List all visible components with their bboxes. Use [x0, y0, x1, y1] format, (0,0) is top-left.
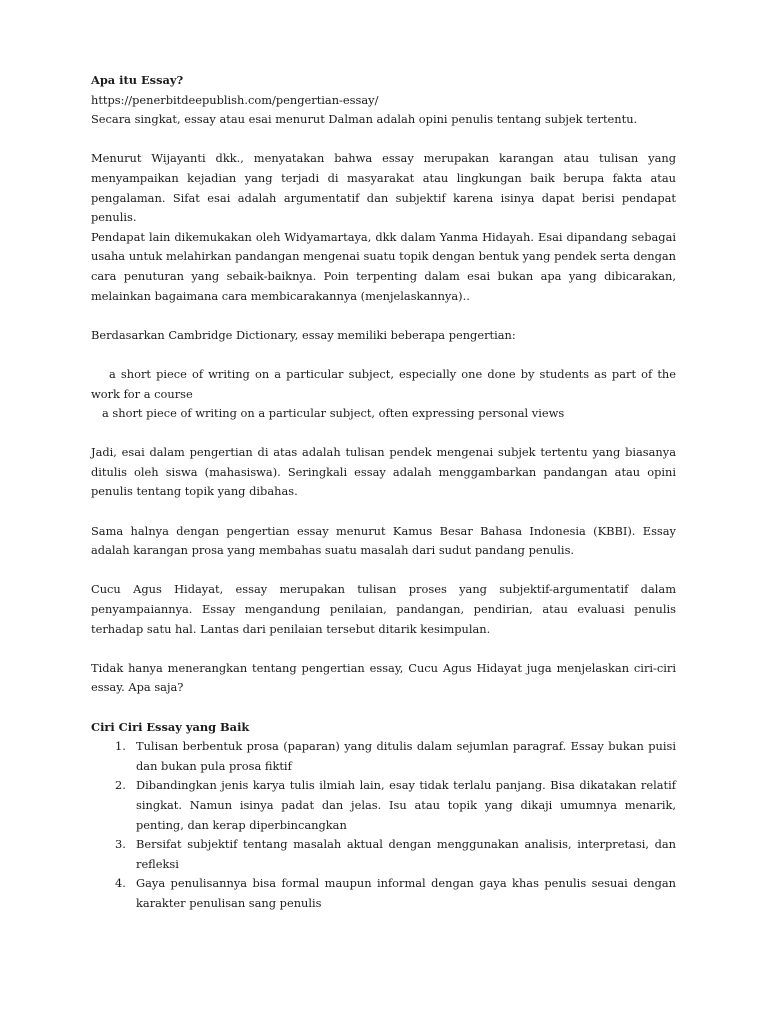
wijayanti-paragraph: Menurut Wijayanti dkk., menyatakan bahwa essay merupakan karangan atau tulisan yang menyampaikan kejadian yang terjadi di masyarakat atau lingkungan baik berupa fakta atau pengalaman. Sifat esai adalah argumentatif dan subjektif karena isinya dapat berisi pendapat penulis. [91, 151, 676, 225]
criteria-text: Dibandingkan jenis karya tulis ilmiah lain, esay tidak terlalu panjang. Bisa dikatakan relatif singkat. Namun isinya padat dan jelas. Isu atau topik yang dikaji umumnya menarik, penting, dan kerap diperbincangkan [136, 778, 676, 832]
criteria-item [91, 835, 676, 874]
criteria-number: 4. [115, 876, 126, 891]
blank-line [91, 424, 676, 444]
criteria-item [91, 737, 676, 776]
document-page [91, 71, 676, 914]
criteria-text: Gaya penulisannya bisa formal maupun informal dengan gaya khas penulis sesuai dengan karakter penulisan sang penulis [136, 876, 676, 910]
blank-line [91, 502, 676, 522]
cucu-paragraph: Cucu Agus Hidayat, essay merupakan tulisan proses yang subjektif-argumentatif dalam penyampaiannya. Essay mengandung penilaian, pandangan, pendirian, atau evaluasi penulis terhadap satu hal. Lantas dari penilaian tersebut ditarik kesimpulan. [91, 582, 676, 636]
intro-paragraph: Secara singkat, essay atau esai menurut Dalman adalah opini penulis tentang subjek tertentu. [91, 112, 638, 127]
cambridge-intro: Berdasarkan Cambridge Dictionary, essay memiliki beberapa pengertian: [91, 327, 516, 342]
blank-line [91, 698, 676, 718]
criteria-item [91, 776, 676, 835]
criteria-number: 3. [115, 837, 126, 852]
blank-line [91, 561, 676, 581]
kbbi-paragraph: Sama halnya dengan pengertian essay menurut Kamus Besar Bahasa Indonesia (KBBI). Essay adalah karangan prosa yang membahas suatu masalah dari sudut pandang penulis. [91, 523, 676, 558]
criteria-number: 1. [115, 739, 126, 754]
widyamartaya-paragraph: Pendapat lain dikemukakan oleh Widyamartaya, dkk dalam Yanma Hidayah. Esai dipandang sebagai usaha untuk melahirkan pandangan mengenai suatu topik dengan bentuk yang pendek serta dengan cara penuturan yang sebaik-baiknya. Poin terpenting dalam esai bukan apa yang dibicarakan, melainkan bagaimana cara membicarakannya (menjelaskannya).. [91, 229, 676, 303]
blank-line [91, 345, 676, 365]
blank-line [91, 130, 676, 150]
criteria-heading: Ciri Ciri Essay yang Baik [91, 719, 250, 734]
criteria-text: Tulisan berbentuk prosa (paparan) yang ditulis dalam sejumlan paragraf. Essay bukan puisi dan bukan pula prosa fiktif [136, 739, 676, 773]
blank-line [91, 639, 676, 659]
document-title: Apa itu Essay? [91, 73, 184, 87]
cambridge-definition-1: a short piece of writing on a particular subject, especially one done by students as part of the work for a course [91, 366, 676, 401]
criteria-item [91, 874, 676, 913]
cambridge-definition-2: a short piece of writing on a particular subject, often expressing personal views [102, 406, 565, 421]
source-url: https://penerbitdeepublish.com/pengertian-essay/ [91, 92, 379, 107]
tidak-hanya-paragraph: Tidak hanya menerangkan tentang pengertian essay, Cucu Agus Hidayat juga menjelaskan ciri-ciri essay. Apa saja? [91, 660, 676, 695]
criteria-number: 2. [115, 778, 126, 793]
jadi-paragraph: Jadi, esai dalam pengertian di atas adalah tulisan pendek mengenai subjek tertentu yang biasanya ditulis oleh siswa (mahasiswa). Seringkali essay adalah menggambarkan pandangan atau opini penulis tentang topik yang dibahas. [91, 445, 676, 499]
blank-line [91, 306, 676, 326]
criteria-list [91, 737, 676, 913]
criteria-text: Bersifat subjektif tentang masalah aktual dengan menggunakan analisis, interpretasi, dan refleksi [136, 837, 676, 871]
